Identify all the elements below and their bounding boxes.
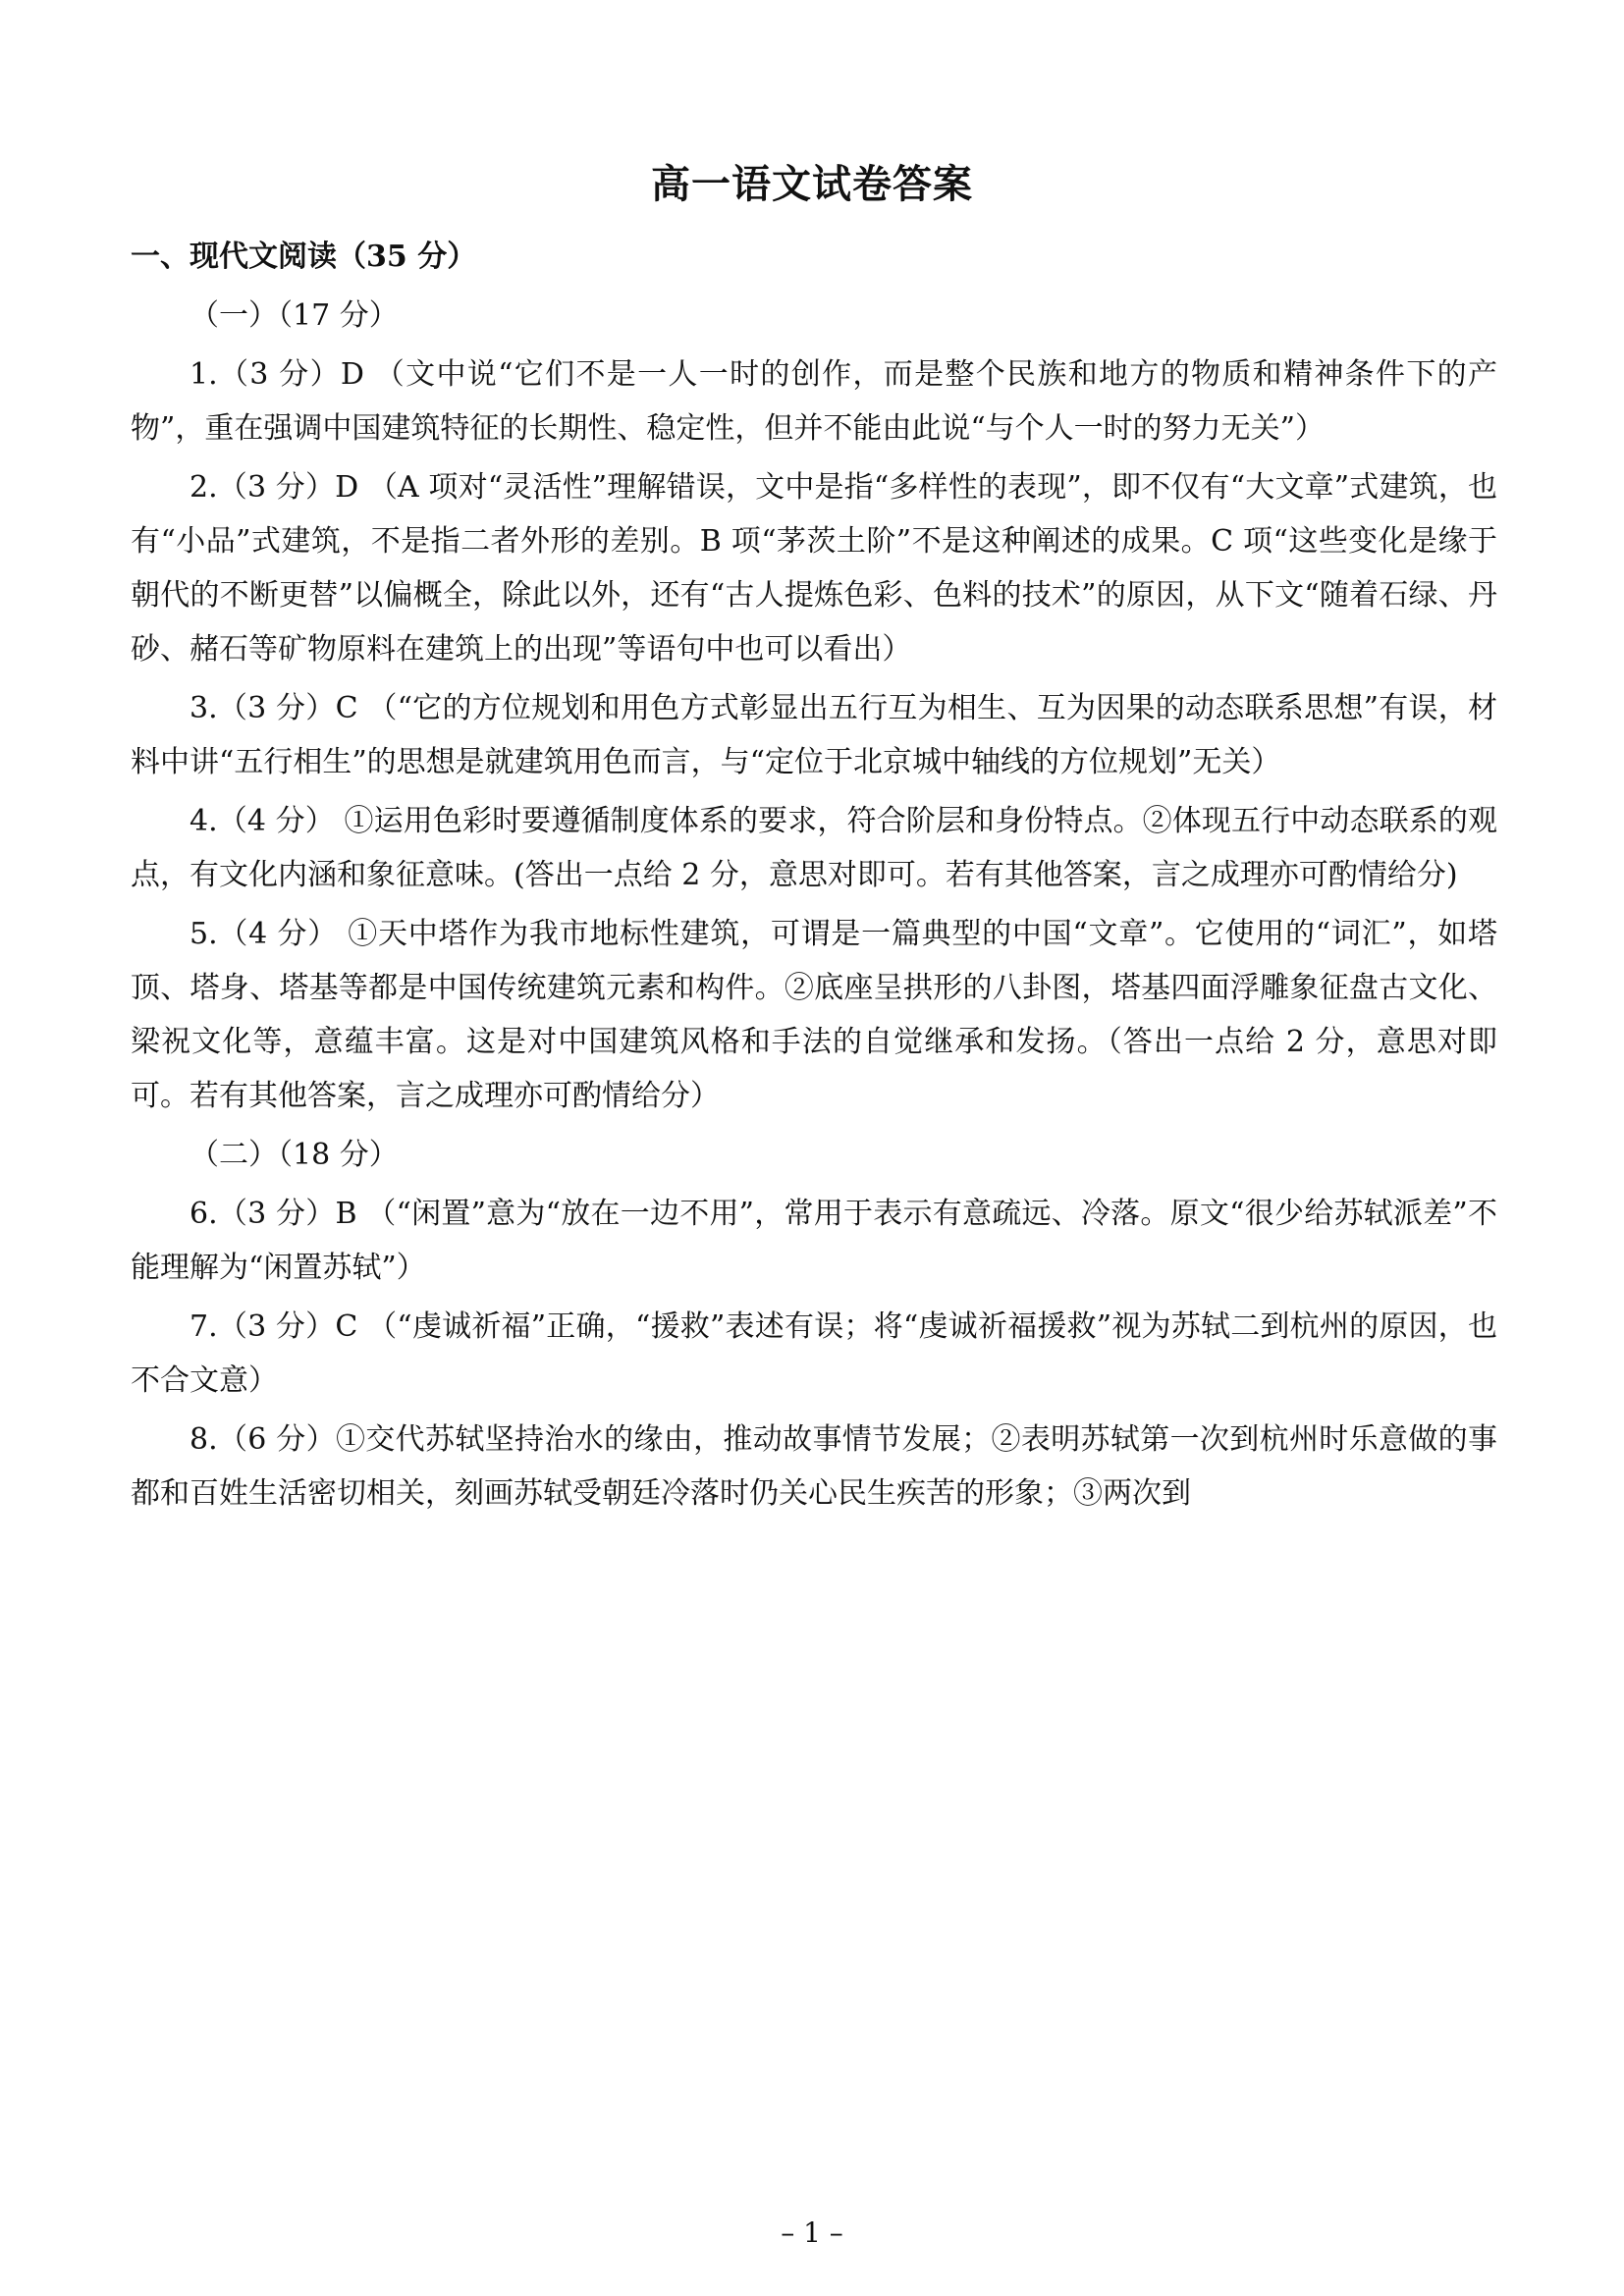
answer-number: 2. (189, 470, 218, 505)
answer-text: （4 分） ①天中塔作为我市地标性建筑，可谓是一篇典型的中国“文章”。它使用的“词汇”，如塔顶、塔身、塔基等都是中国传统建筑元素和构件。②底座呈拱形的八卦图，塔基四面浮雕象征盘古文化、梁祝文化等，意蕴丰富。这是对中国建筑风格和手法的自觉继承和发扬。（答出一点给 2 分，意思对即可。若有其他答案，言之成理亦可酌情给分） (131, 917, 1497, 1113)
answer-text: （6 分）①交代苏轼坚持治水的缘由，推动故事情节发展；②表明苏轼第一次到杭州时乐意做的事都和百姓生活密切相关，刻画苏轼受朝廷冷落时仍关心民生疾苦的形象；③两次到 (131, 1422, 1497, 1511)
answer-number: 5. (189, 917, 218, 951)
answer-number: 7. (189, 1309, 218, 1344)
part-heading-one: （一）（17 分） (189, 298, 399, 333)
answer-text: （3 分）D （A 项对“灵活性”理解错误，文中是指“多样性的表现”，即不仅有“大文章”式建筑，也有“小品”式建筑，不是指二者外形的差别。B 项“茅茨土阶”不是这种阐述的成果。C 项“这些变化是缘于朝代的不断更替”以偏概全，除此以外，还有“古人提炼色彩、色料的技术”的原因，从下文“随着石绿、丹砂、赭石等矿物原料在建筑上的出现”等语句中也可以看出） (131, 470, 1497, 667)
answer-number: 8. (189, 1422, 218, 1457)
answer-number: 6. (189, 1197, 218, 1231)
document-body (131, 230, 1497, 1525)
answer-text: （4 分） ①运用色彩时要遵循制度体系的要求，符合阶层和身份特点。②体现五行中动态联系的观点，有文化内涵和象征意味。(答出一点给 2 分，意思对即可。若有其他答案，言之成理亦可酌情给分) (131, 804, 1497, 892)
page-number: – 1 – (781, 2216, 843, 2249)
answer-text: （3 分）D （文中说“它们不是一人一时的创作，而是整个民族和地方的物质和精神条件下的产物”，重在强调中国建筑特征的长期性、稳定性，但并不能由此说“与个人一时的努力无关”） (131, 357, 1497, 446)
section-heading-modern-reading: 一、现代文阅读（35 分） (131, 240, 477, 274)
answer-item-6 (131, 1187, 1497, 1295)
answer-text: （3 分）B （“闲置”意为“放在一边不用”，常用于表示有意疏远、冷落。原文“很少给苏轼派差”不能理解为“闲置苏轼”） (131, 1197, 1497, 1285)
part-heading-two: （二）（18 分） (189, 1138, 399, 1172)
answer-text: （3 分）C （“它的方位规划和用色方式彰显出五行互为相生、互为因果的动态联系思想”有误，材料中讲“五行相生”的思想是就建筑用色而言，与“定位于北京城中轴线的方位规划”无关） (131, 691, 1497, 779)
answer-item-2 (131, 460, 1497, 676)
answer-item-3 (131, 681, 1497, 789)
answer-number: 1. (189, 357, 218, 392)
answer-text: （3 分）C （“虔诚祈福”正确，“援救”表述有误；将“虔诚祈福援救”视为苏轼二到杭州的原因，也不合文意） (131, 1309, 1497, 1398)
answer-item-8 (131, 1413, 1497, 1521)
answer-number: 4. (189, 804, 218, 838)
answer-number: 3. (189, 691, 218, 725)
document-title: 高一语文试卷答案 (651, 161, 973, 207)
answer-item-4 (131, 794, 1497, 902)
answer-item-5 (131, 907, 1497, 1123)
answer-item-1 (131, 347, 1497, 455)
answer-item-7 (131, 1300, 1497, 1408)
